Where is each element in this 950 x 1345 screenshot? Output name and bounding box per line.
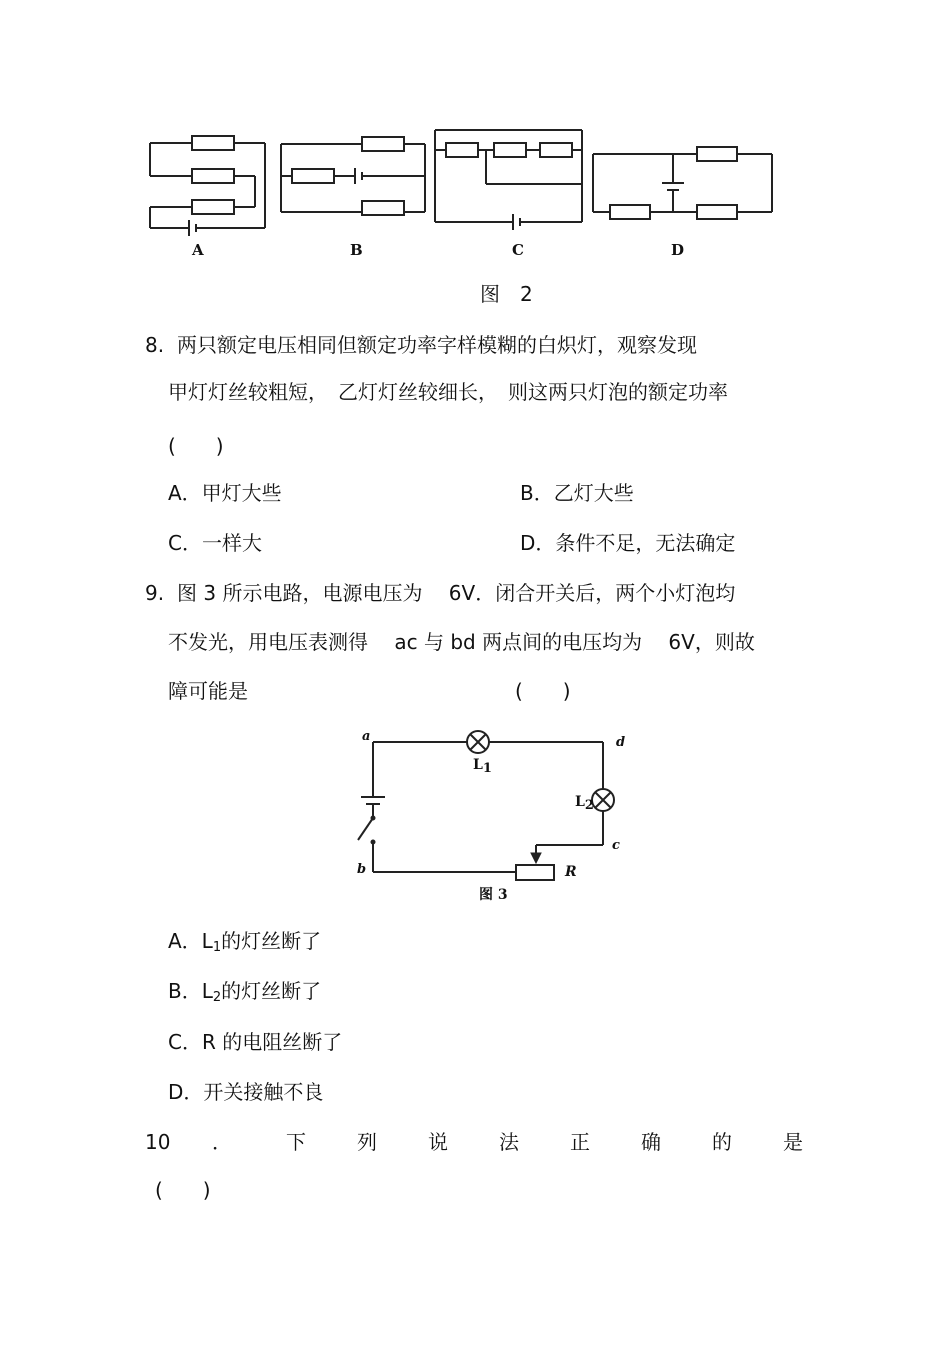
q10-word: 下 [286, 1130, 306, 1154]
circuit-c-label: C [512, 241, 524, 259]
point-c-label: c [612, 838, 620, 853]
q9-number: 9. [145, 581, 165, 605]
q9-answer-bracket: ( ) [515, 679, 571, 703]
q10-word: 的 [712, 1130, 732, 1154]
rheostat-r-symbol [516, 865, 554, 880]
circuit-a-label: A [192, 241, 204, 259]
q8-number: 8. [145, 333, 165, 357]
q8-answer-bracket: ( ) [168, 434, 224, 458]
q10-word: 10 [145, 1130, 171, 1154]
rheostat-r-label: R [565, 864, 577, 880]
q10-answer-bracket: ( ) [155, 1178, 211, 1202]
lamp-l1-symbol [467, 731, 489, 753]
q10-word: 说 [428, 1130, 448, 1154]
q8-option-a: A．甲灯大些 [168, 481, 282, 505]
q9-option-a: A．$L_1$的灯丝断了 [168, 929, 322, 955]
q8-stem-line2: 甲灯灯丝较粗短， 乙灯灯丝较细长， 则这两只灯泡的额定功率 [168, 380, 728, 404]
point-a-label: a [362, 729, 371, 744]
q10-word: 确 [641, 1130, 661, 1154]
point-d-label: d [616, 735, 626, 750]
q10-word: 正 [570, 1130, 590, 1154]
q8-stem-line1: 两只额定电压相同但额定功率字样模糊的白炽灯，观察发现 [177, 333, 697, 357]
q10-stem [0, 1130, 950, 1154]
lamp-l2-label: $L_2$ [575, 794, 594, 813]
q9-option-c: C．R 的电阻丝断了 [168, 1030, 343, 1054]
q8-option-c: C．一样大 [168, 531, 262, 555]
q8-option-d: D．条件不足，无法确定 [520, 531, 736, 555]
lamp-l1-label: $L_1$ [473, 757, 492, 776]
q10-word: 法 [499, 1130, 519, 1154]
q10-word: 列 [357, 1130, 377, 1154]
q9-option-b: B．$L_2$的灯丝断了 [168, 979, 322, 1005]
circuit-d-label: D [671, 241, 685, 259]
q8-option-b: B．乙灯大些 [520, 481, 634, 505]
q10-word: 是 [783, 1130, 803, 1154]
q9-stem-line3: 障可能是 [168, 679, 248, 703]
q10-word: ． [212, 1130, 232, 1154]
circuit-b-label: B [350, 241, 363, 259]
figure-3-caption: 图 3 [479, 887, 508, 903]
figure-2-caption: 图 2 [480, 282, 533, 306]
q9-stem-line1: 图 3 所示电路，电源电压为 6V．闭合开关后，两个小灯泡均 [177, 581, 736, 605]
q9-stem-line2: 不发光，用电压表测得 ac 与 bd 两点间的电压均为 6V，则故 [168, 630, 755, 654]
battery-symbol [361, 797, 385, 804]
point-b-label: b [357, 862, 367, 877]
q9-option-d: D．开关接触不良 [168, 1080, 324, 1104]
lamp-l2-symbol [592, 789, 614, 811]
switch-symbol [358, 816, 376, 845]
